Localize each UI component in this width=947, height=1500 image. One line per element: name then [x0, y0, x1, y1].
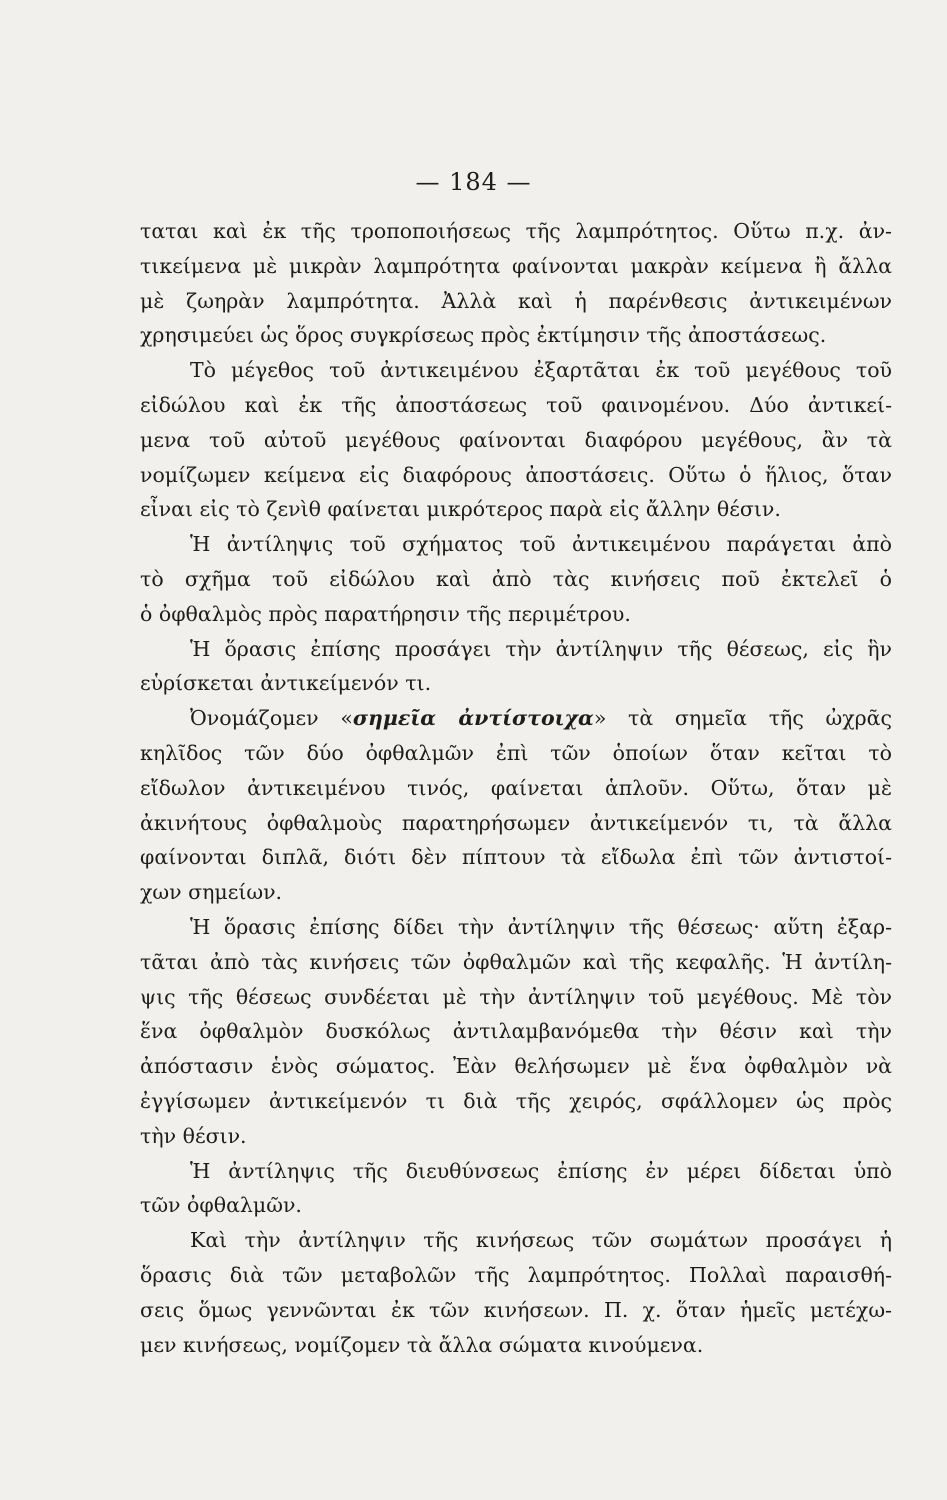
text-line: κηλῖδος τῶν δύο ὀφθαλμῶν ἐπὶ τῶν ὁποίων ὅταν κεῖται τὸ: [140, 740, 892, 765]
text-line: τᾶται ἀπὸ τὰς κινήσεις τῶν ὀφθαλμῶν καὶ τῆς κεφαλῆς. Ἡ ἀντίλη-: [140, 949, 892, 974]
text-line: μενα τοῦ αὐτοῦ μεγέθους φαίνονται διαφόρου μεγέθους, ἂν τὰ: [140, 427, 892, 452]
text-line: εἰδώλου καὶ ἐκ τῆς ἀποστάσεως τοῦ φαινομένου. Δύο ἀντικεί-: [140, 392, 892, 417]
text-line: τὸ σχῆμα τοῦ εἰδώλου καὶ ἀπὸ τὰς κινήσεις ποῦ ἐκτελεῖ ὁ: [140, 566, 892, 591]
text-line: Ἡ ἀντίληψις τοῦ σχήματος τοῦ ἀντικειμένου παράγεται ἀπὸ: [190, 532, 892, 557]
text-line: νομίζωμεν κείμενα εἰς διαφόρους ἀποστάσεις. Οὕτω ὁ ἥλιος, ὅταν: [140, 462, 892, 487]
text-line: τικείμενα μὲ μικρὰν λαμπρότητα φαίνονται μακρὰν κείμενα ἢ ἄλλα: [140, 253, 892, 278]
text-line: τῶν ὀφθαλμῶν.: [140, 1193, 302, 1218]
text-segment: » τὰ σημεῖα τῆς ὠχρᾶς: [593, 706, 892, 731]
text-line: φαίνονται διπλᾶ, διότι δὲν πίπτουν τὰ εἴδωλα ἐπὶ τῶν ἀντιστοί-: [140, 845, 892, 870]
text-line: εὑρίσκεται ἀντικείμενόν τι.: [140, 671, 432, 696]
text-line: εἴδωλον ἀντικειμένου τινός, φαίνεται ἁπλοῦν. Οὕτω, ὅταν μὲ: [140, 775, 892, 800]
text-line: μὲ ζωηρὰν λαμπρότητα. Ἀλλὰ καὶ ἡ παρένθεσις ἀντικειμένων: [140, 288, 892, 313]
text-line: [140, 701, 892, 736]
text-line: ψις τῆς θέσεως συνδέεται μὲ τὴν ἀντίληψιν τοῦ μεγέθους. Μὲ τὸν: [140, 984, 892, 1009]
text-line: Τὸ μέγεθος τοῦ ἀντικειμένου ἐξαρτᾶται ἐκ τοῦ μεγέθους τοῦ: [190, 358, 892, 383]
text-line: ὁ ὀφθαλμὸς πρὸς παρατήρησιν τῆς περιμέτρου.: [140, 601, 631, 626]
text-line: ἕνα ὀφθαλμὸν δυσκόλως ἀντιλαμβανόμεθα τὴν θέσιν καὶ τὴν: [140, 1019, 892, 1044]
text-line: μεν κινήσεως, νομίζομεν τὰ ἄλλα σώματα κινούμενα.: [140, 1332, 704, 1357]
text-line: ταται καὶ ἐκ τῆς τροποποιήσεως τῆς λαμπρότητος. Οὕτω π.χ. ἀν-: [140, 219, 892, 243]
text-line: Ἡ ὅρασις ἐπίσης δίδει τὴν ἀντίληψιν τῆς θέσεως· αὕτη ἐξαρ-: [190, 914, 892, 939]
body-text: [140, 214, 892, 1362]
text-line: Καὶ τὴν ἀντίληψιν τῆς κινήσεως τῶν σωμάτων προσάγει ἡ: [190, 1228, 892, 1253]
text-line: χων σημείων.: [140, 880, 283, 905]
text-line: τὴν θέσιν.: [140, 1123, 247, 1148]
emphasized-term: σημεῖα ἀντίστοιχα: [352, 706, 594, 731]
page-number: — 184 —: [415, 168, 532, 196]
text-line: Ἡ ὅρασις ἐπίσης προσάγει τὴν ἀντίληψιν τῆς θέσεως, εἰς ἣν: [190, 636, 892, 661]
text-line: χρησιμεύει ὡς ὅρος συγκρίσεως πρὸς ἐκτίμησιν τῆς ἀποστάσεως.: [140, 323, 827, 348]
text-line: σεις ὅμως γεννῶνται ἐκ τῶν κινήσεων. Π. χ. ὅταν ἡμεῖς μετέχω-: [140, 1297, 892, 1322]
text-line: ὅρασις διὰ τῶν μεταβολῶν τῆς λαμπρότητος. Πολλαὶ παραισθή-: [140, 1262, 892, 1287]
text-line: ἀπόστασιν ἑνὸς σώματος. Ἐὰν θελήσωμεν μὲ ἕνα ὀφθαλμὸν νὰ: [140, 1054, 892, 1079]
text-line: ἐγγίσωμεν ἀντικείμενόν τι διὰ τῆς χειρός, σφάλλομεν ὡς πρὸς: [140, 1088, 892, 1113]
text-line: Ἡ ἀντίληψις τῆς διευθύνσεως ἐπίσης ἐν μέρει δίδεται ὑπὸ: [190, 1158, 892, 1183]
text-line: εἶναι εἰς τὸ ζενὶθ φαίνεται μικρότερος παρὰ εἰς ἄλλην θέσιν.: [140, 497, 781, 522]
text-segment: Ὀνομάζομεν «: [190, 706, 353, 731]
text-line: ἀκινήτους ὀφθαλμοὺς παρατηρήσωμεν ἀντικείμενόν τι, τὰ ἄλλα: [140, 810, 892, 835]
